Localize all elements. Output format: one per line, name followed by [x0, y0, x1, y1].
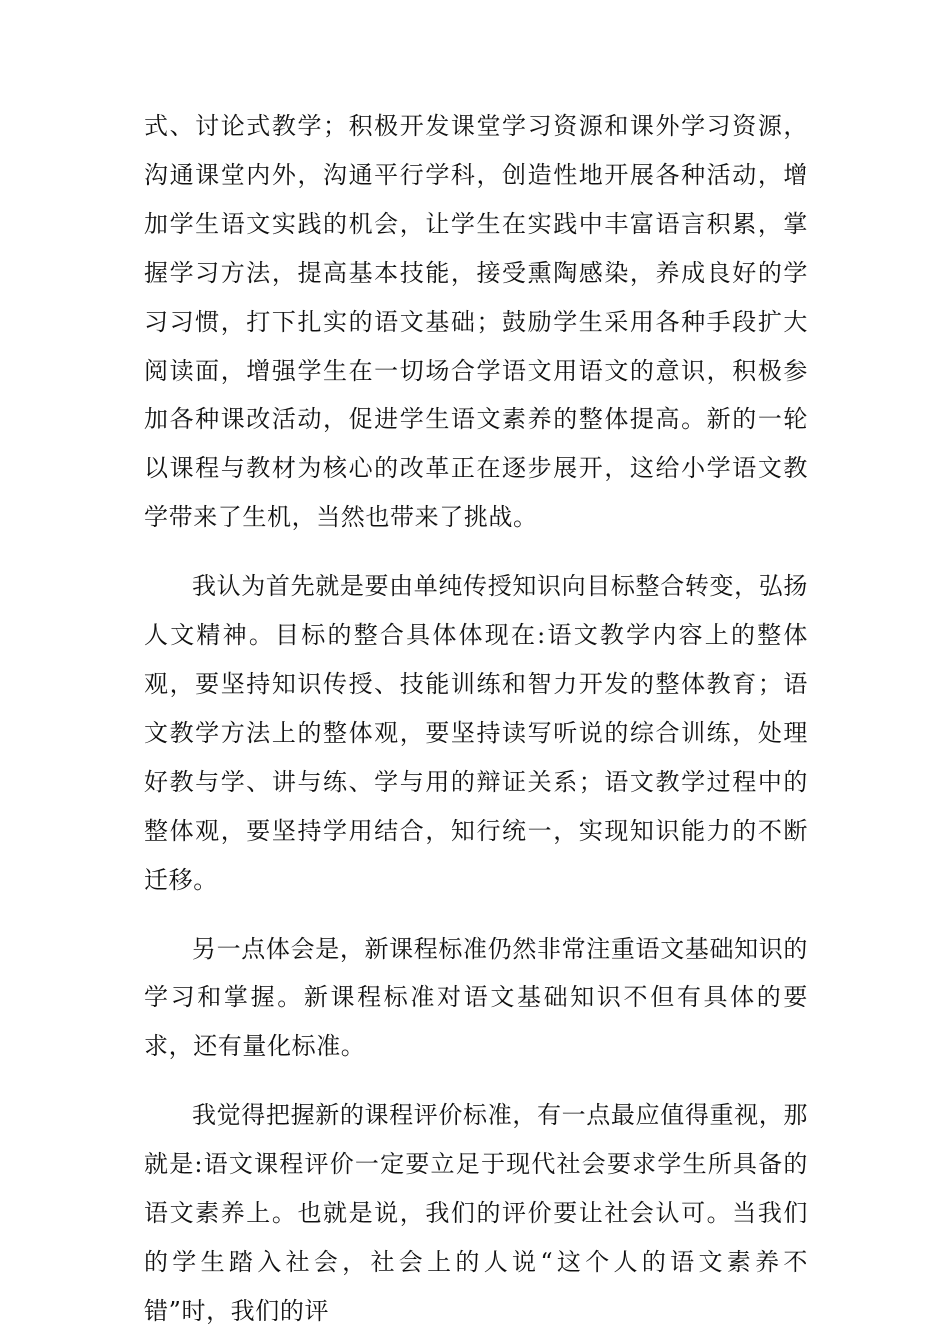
paragraph-3: 另一点体会是，新课程标准仍然非常注重语文基础知识的学习和掌握。新课程标准对语文基础知识不但有具体的要求，还有量化标准。 — [144, 934, 808, 1061]
paragraph-4: 我觉得把握新的课程评价标准，有一点最应值得重视，那就是:语文课程评价一定要立足于现代社会要求学生所具备的语文素养上。也就是说，我们的评价要让社会认可。当我们的学生踏入社会，社会上的人说“这个人的语文素养不错”时，我们的评 — [144, 1101, 808, 1325]
paragraph-1: 式、讨论式教学；积极开发课堂学习资源和课外学习资源，沟通课堂内外，沟通平行学科，创造性地开展各种活动，增加学生语文实践的机会，让学生在实践中丰富语言积累，掌握学习方法，提高基本技能，接受熏陶感染，养成良好的学习习惯，打下扎实的语文基础；鼓励学生采用各种手段扩大阅读面，增强学生在一切场合学语文用语文的意识，积极参加各种课改活动，促进学生语文素养的整体提高。新的一轮以课程与教材为核心的改革正在逐步展开，这给小学语文教学带来了生机，当然也带来了挑战。 — [144, 112, 808, 532]
paragraph-2: 我认为首先就是要由单纯传授知识向目标整合转变，弘扬人文精神。目标的整合具体体现在:语文教学内容上的整体观，要坚持知识传授、技能训练和智力开发的整体教育；语文教学方法上的整体观，要坚持读写听说的综合训练，处理好教与学、讲与练、学与用的辩证关系；语文教学过程中的整体观，要坚持学用结合，知行统一，实现知识能力的不断迁移。 — [144, 572, 808, 894]
document-body — [144, 102, 808, 1336]
